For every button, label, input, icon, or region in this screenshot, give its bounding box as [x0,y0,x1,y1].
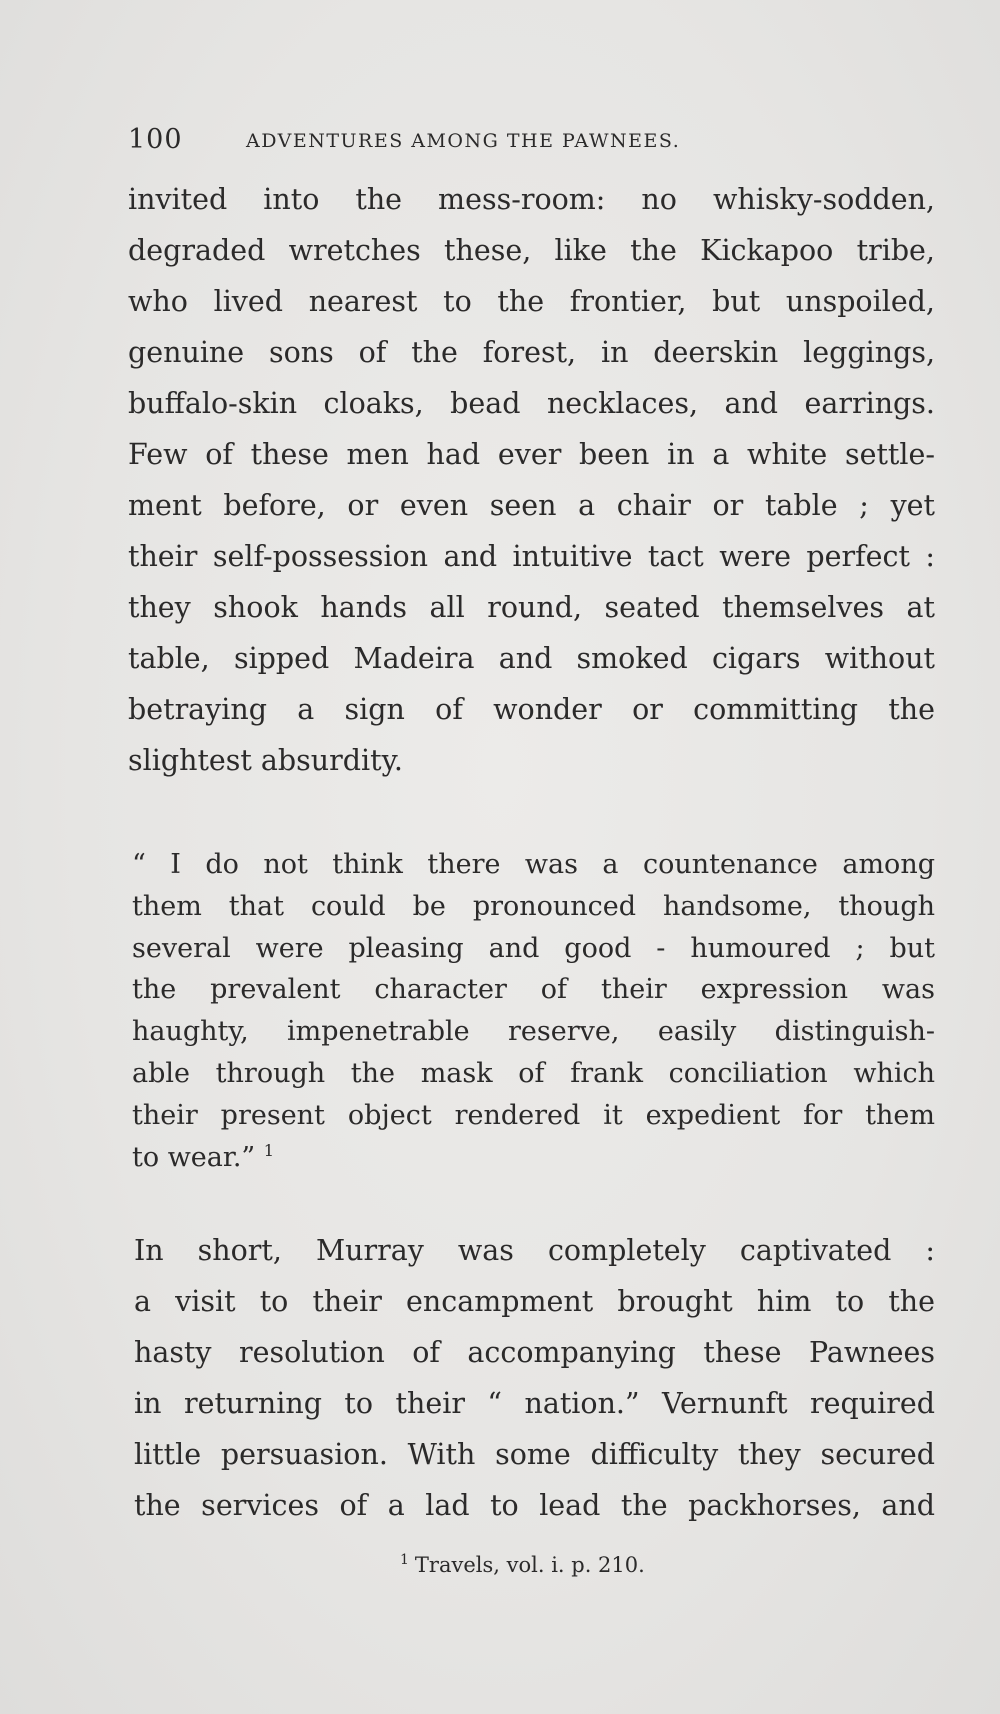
paragraph-line: their self-possession and intuitive tact were perfect : [128,540,935,573]
footnote-marker: 1 [400,1552,409,1568]
quote-line: the prevalent character of their expression was [132,974,935,1006]
footnote [400,1552,645,1577]
paragraph-line: table, sipped Madeira and smoked cigars without [128,642,935,675]
paragraph-line: In short, Murray was completely captivated : [134,1234,935,1267]
page-header [128,124,888,164]
quote-line: “ I do not think there was a countenance among [132,849,935,880]
quote-last-line [132,1137,935,1179]
page-number: 100 [128,124,183,155]
paragraph-line: in returning to their “ nation.” Vernunft required [134,1387,935,1420]
footnote-text: Travels, vol. i. p. 210. [414,1553,645,1577]
quote-line: several were pleasing and good - humoured ; but [132,932,935,964]
paragraph-line: Few of these men had ever been in a white settle- [128,438,935,471]
paragraph-line: the services of a lad to lead the packhorses, and [134,1489,935,1522]
footnote-reference: 1 [263,1140,275,1160]
paragraph-line: ment before, or even seen a chair or table ; yet [128,489,935,522]
quote-line: haughty, impenetrable reserve, easily distinguish- [132,1016,935,1048]
paragraph-line: they shook hands all round, seated themselves at [128,591,935,624]
paragraph-line: hasty resolution of accompanying these Pawnees [134,1336,935,1369]
quote-line: to wear.” [132,1141,256,1173]
running-head: ADVENTURES AMONG THE PAWNEES. [246,130,681,152]
paragraph-line: invited into the mess-room: no whisky-sodden, [128,183,935,216]
paragraph-line: little persuasion. With some difficulty they secured [134,1438,935,1471]
quote-line: their present object rendered it expedient for them [132,1099,935,1131]
paragraph-line: who lived nearest to the frontier, but unspoiled, [128,285,935,318]
paragraph-1 [128,174,935,786]
paragraph-line: buffalo-skin cloaks, bead necklaces, and earrings. [128,387,935,420]
quote-line: able through the mask of frank conciliation which [132,1057,935,1089]
paragraph-3 [134,1225,935,1531]
paragraph-line: betraying a sign of wonder or committing the [128,693,935,726]
quote-line: them that could be pronounced handsome, though [132,890,935,922]
paragraph-line: a visit to their encampment brought him to the [134,1285,935,1318]
paragraph-line: genuine sons of the forest, in deerskin leggings, [128,336,935,369]
quote-paragraph [132,844,935,1178]
paragraph-line: degraded wretches these, like the Kickapoo tribe, [128,234,935,267]
paragraph-line: slightest absurdity. [128,744,403,777]
